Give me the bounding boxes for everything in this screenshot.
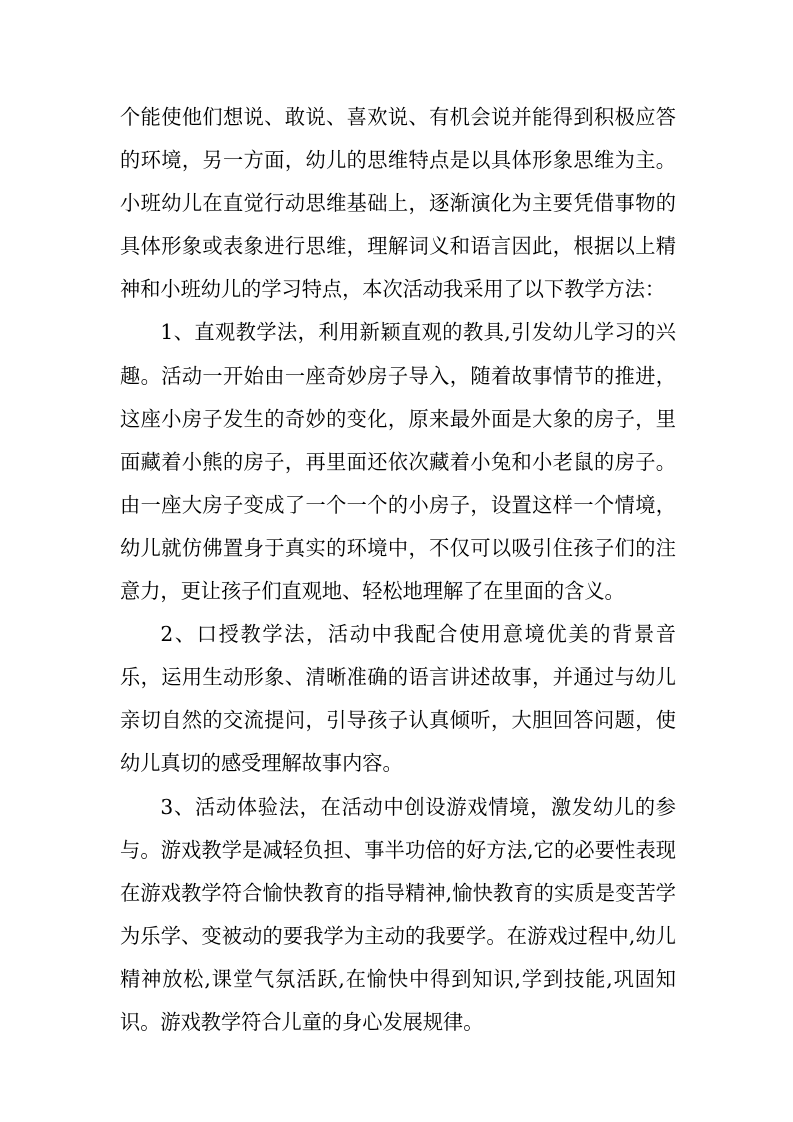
body-text <box>120 96 676 1044</box>
paragraph-continuation: 个能使他们想说、敢说、喜欢说、有机会说并能得到积极应答的环境，另一方面，幼儿的思维特点是以具体形象思维为主。小班幼儿在直觉行动思维基础上，逐渐演化为主要凭借事物的具体形象或表象进行思维，理解词义和语言因此，根据以上精神和小班幼儿的学习特点，本次活动我采用了以下教学方法： <box>120 105 676 302</box>
paragraph-method-1: 1、直观教学法，利用新颖直观的教具,引发幼儿学习的兴趣。活动一开始由一座奇妙房子导入，随着故事情节的推进，这座小房子发生的奇妙的变化，原来最外面是大象的房子，里面藏着小熊的房子，再里面还依次藏着小兔和小老鼠的房子。由一座大房子变成了一个一个的小房子，设置这样一个情境，幼儿就仿佛置身于真实的环境中，不仅可以吸引住孩子们的注意力，更让孩子们直观地、轻松地理解了在里面的含义。 <box>120 320 676 604</box>
paragraph-method-2: 2、口授教学法，活动中我配合使用意境优美的背景音乐，运用生动形象、清晰准确的语言讲述故事，并通过与幼儿亲切自然的交流提问，引导孩子认真倾听，大胆回答问题，使幼儿真切的感受理解故事内容。 <box>120 622 676 776</box>
paragraph-method-3: 3、活动体验法，在活动中创设游戏情境，激发幼儿的参与。游戏教学是减轻负担、事半功倍的好方法,它的必要性表现在游戏教学符合愉快教育的指导精神,愉快教育的实质是变苦学为乐学、变被动的要我学为主动的我要学。在游戏过程中,幼儿精神放松,课堂气氛活跃,在愉快中得到知识,学到技能,巩固知识。游戏教学符合儿童的身心发展规律。 <box>120 794 676 1034</box>
